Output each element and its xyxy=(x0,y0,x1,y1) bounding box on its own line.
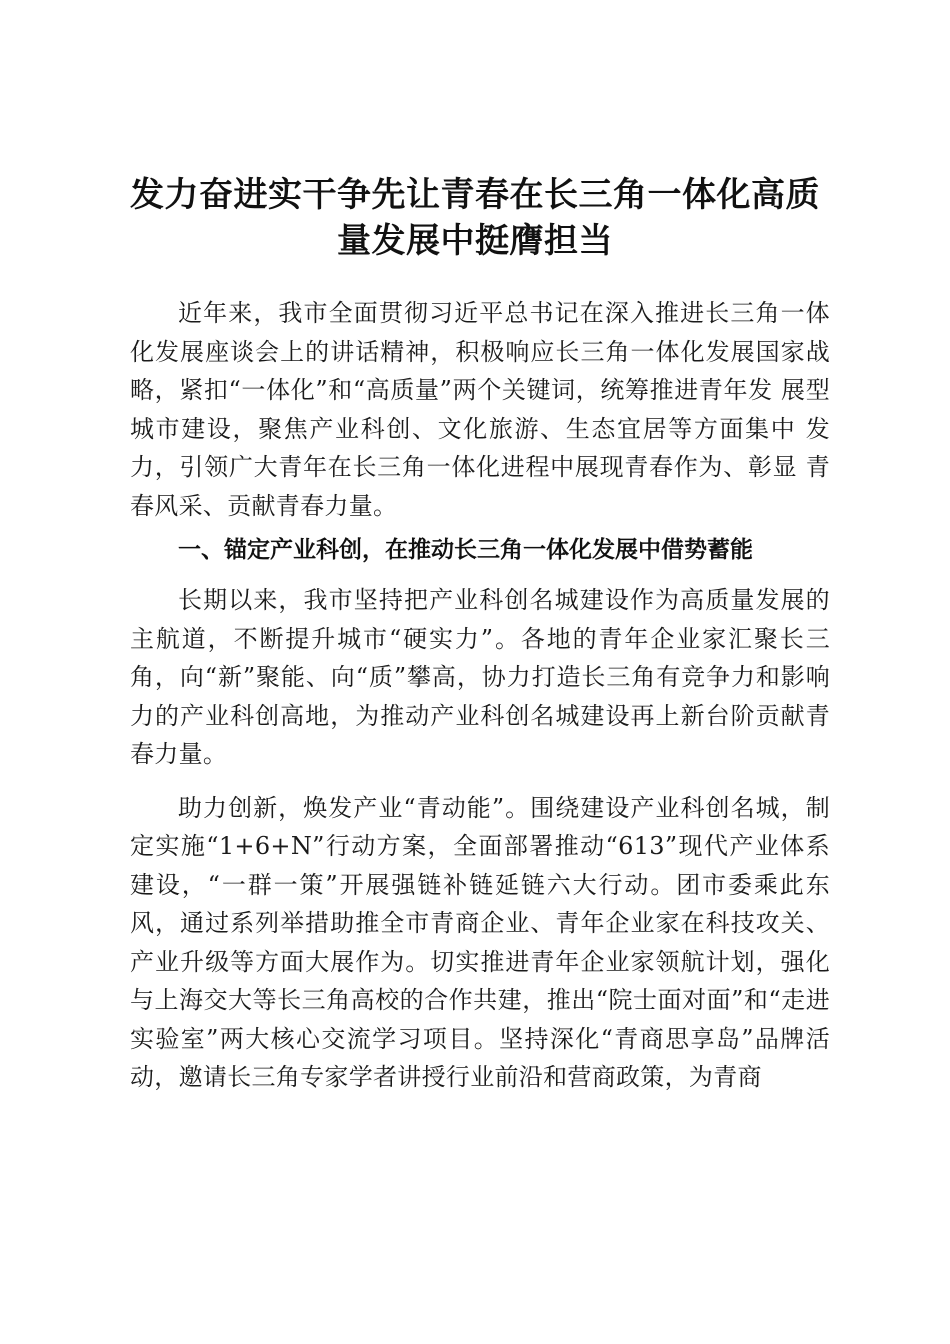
document-title: 发力奋进实干争先让青春在长三角一体化高质量发展中挺膺担当 xyxy=(130,175,820,261)
document-body xyxy=(130,294,830,1097)
section-heading-1: 一、锚定产业科创，在推动长三角一体化发展中借势蓄能 xyxy=(178,537,753,563)
intro-paragraph: 近年来，我市全面贯彻习近平总书记在深入推进长三角一体化发展座谈会上的讲话精神，积极响应长三角一体化发展国家战 略，紧扣“一体化”和“高质量”两个关键词，统筹推进青年发 展型城市建设，聚焦产业科创、文化旅游、生态宜居等方面集中 发力，引领广大青年在长三角一体化进程中展现青春作为、彰显 青春风采、贡献青春力量。 xyxy=(130,299,830,520)
body-paragraph-2: 助力创新，焕发产业“青动能”。围绕建设产业科创名城，制定实施“1+6+N”行动方案，全面部署推动“613”现代产业体系建设，“一群一策”开展强链补链延链六大行动。团市委乘此东风，通过系列举措助推全市青商企业、青年企业家在科技攻关、产业升级等方面大展作为。切实推进青年企业家领航计划，强化与上海交大等长三角高校的合作共建，推出“院士面对面”和“走进实验室”两大核心交流学习项目。坚持深化“青商思享岛”品牌活动，邀请长三角专家学者讲授行业前沿和营商政策，为青商 xyxy=(130,793,830,1091)
body-paragraph-1: 长期以来，我市坚持把产业科创名城建设作为高质量发展的主航道，不断提升城市“硬实力”。各地的青年企业家汇聚长三角，向“新”聚能、向“质”攀高，协力打造长三角有竞争力和影响力的产业科创高地，为推动产业科创名城建设再上新台阶贡献青春力量。 xyxy=(130,586,830,768)
